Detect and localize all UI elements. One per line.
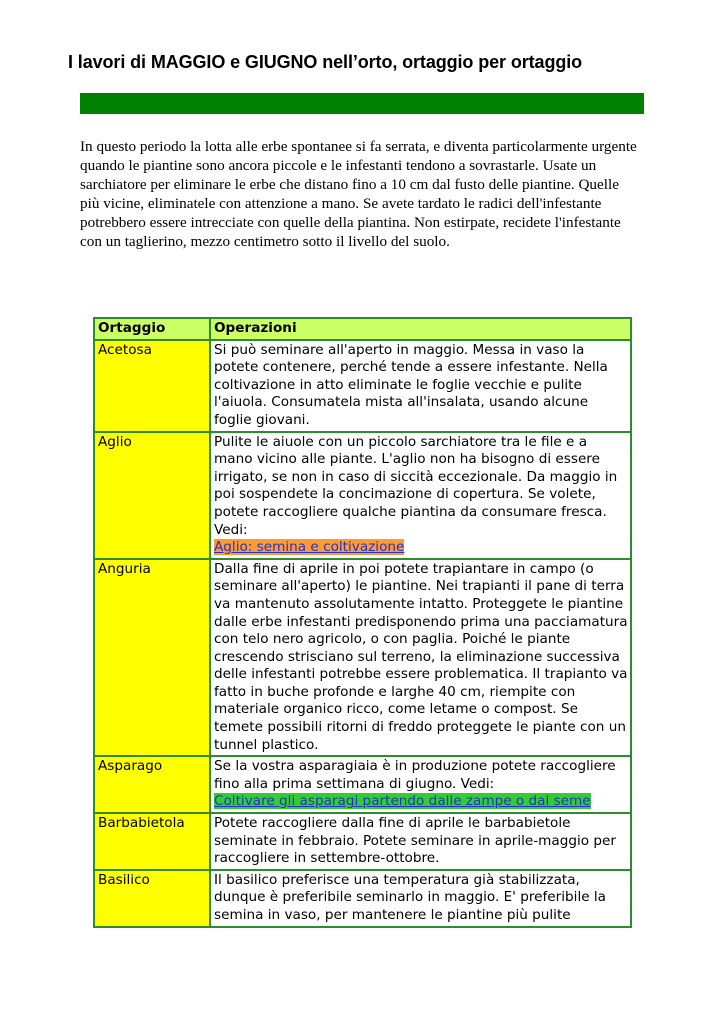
page-title: I lavori di MAGGIO e GIUGNO nell’orto, ortaggio per ortaggio [68,52,583,72]
vegetable-name: Anguria [94,559,210,757]
vegetable-name: Aglio [94,432,210,559]
title-divider-bar [80,93,644,114]
operations-text: Dalla fine di aprile in poi potete trapiantare in campo (o seminare all'aperto) le piantine. Nei trapianti il pane di terra va mantenuto assolutamente intatto. Proteggete le piantine dalle erbe infestanti predisponendo prima una pacciamatura con telo nero agricolo, o con paglia. Poiché le piante crescendo strisciano sul terreno, la eliminazione successiva delle infestanti potrebbe essere problematica. Il trapianto va fatto in buche profonde e larghe 40 cm, riempite con materiale organico ricco, come letame o compost. Se temete possibili ritorni di freddo proteggete le piante con un tunnel plastico. [210,559,631,757]
aglio-link[interactable]: Aglio: semina e coltivazione [214,539,405,556]
table-row [94,813,631,870]
operations-text: Pulite le aiuole con un piccolo sarchiatore tra le file e a mano vicino alle piante. L'aglio non ha bisogno di essere irrigato, se non in caso di siccità eccezionale. Da maggio in poi sospendete la concimazione di copertura. Se volete, potete raccogliere qualche piantina da consumare fresca. Vedi: [214,433,618,538]
table-row [94,559,631,757]
operations-table [93,317,632,928]
operations-text: Si può seminare all'aperto in maggio. Messa in vaso la potete contenere, perché tende a essere infestante. Nella coltivazione in atto eliminate le foglie vecchie e pulite l'aiuola. Consumatela mista all'insalata, usando alcune foglie giovani. [210,340,631,432]
table-row [94,756,631,813]
table-row [94,340,631,432]
operations-text: Il basilico preferisce una temperatura già stabilizzata, dunque è preferibile seminarlo in maggio. E' preferibile la semina in vaso, per mantenere le piantine più pulite [210,870,631,927]
header-ortaggio: Ortaggio [94,318,210,340]
vegetable-name: Basilico [94,870,210,927]
vegetable-name: Barbabietola [94,813,210,870]
operations-text: Potete raccogliere dalla fine di aprile le barbabietole seminate in febbraio. Potete seminare in aprile-maggio per raccogliere in settembre-ottobre. [210,813,631,870]
header-operazioni: Operazioni [210,318,631,340]
vegetable-name: Acetosa [94,340,210,432]
table-row [94,870,631,927]
vegetable-name: Asparago [94,756,210,813]
operations-text: Se la vostra asparagiaia è in produzione potete raccogliere fino alla prima settimana di giugno. Vedi: [214,758,616,792]
asparagi-link[interactable]: Coltivare gli asparagi partendo dalle zampe o dal seme [214,793,591,810]
intro-paragraph: In questo periodo la lotta alle erbe spontanee si fa serrata, e diventa particolarmente urgente quando le piantine sono ancora piccole e le infestanti tendono a sovrastarle. Usate un sarchiatore per eliminare le erbe che distano fino a 10 cm dal fusto delle piantine. Quelle più vicine, eliminatele con attenzione a mano. Se avete tardato le radici dell'infestante potrebbero essere intrecciate con quelle della piantina. Non estirpate, recidete l'infestante con un taglierino, mezzo centimetro sotto il livello del suolo. [80,138,637,251]
operations-cell [210,432,631,559]
table-header-row [94,318,631,340]
table-row [94,432,631,559]
operations-cell [210,756,631,813]
